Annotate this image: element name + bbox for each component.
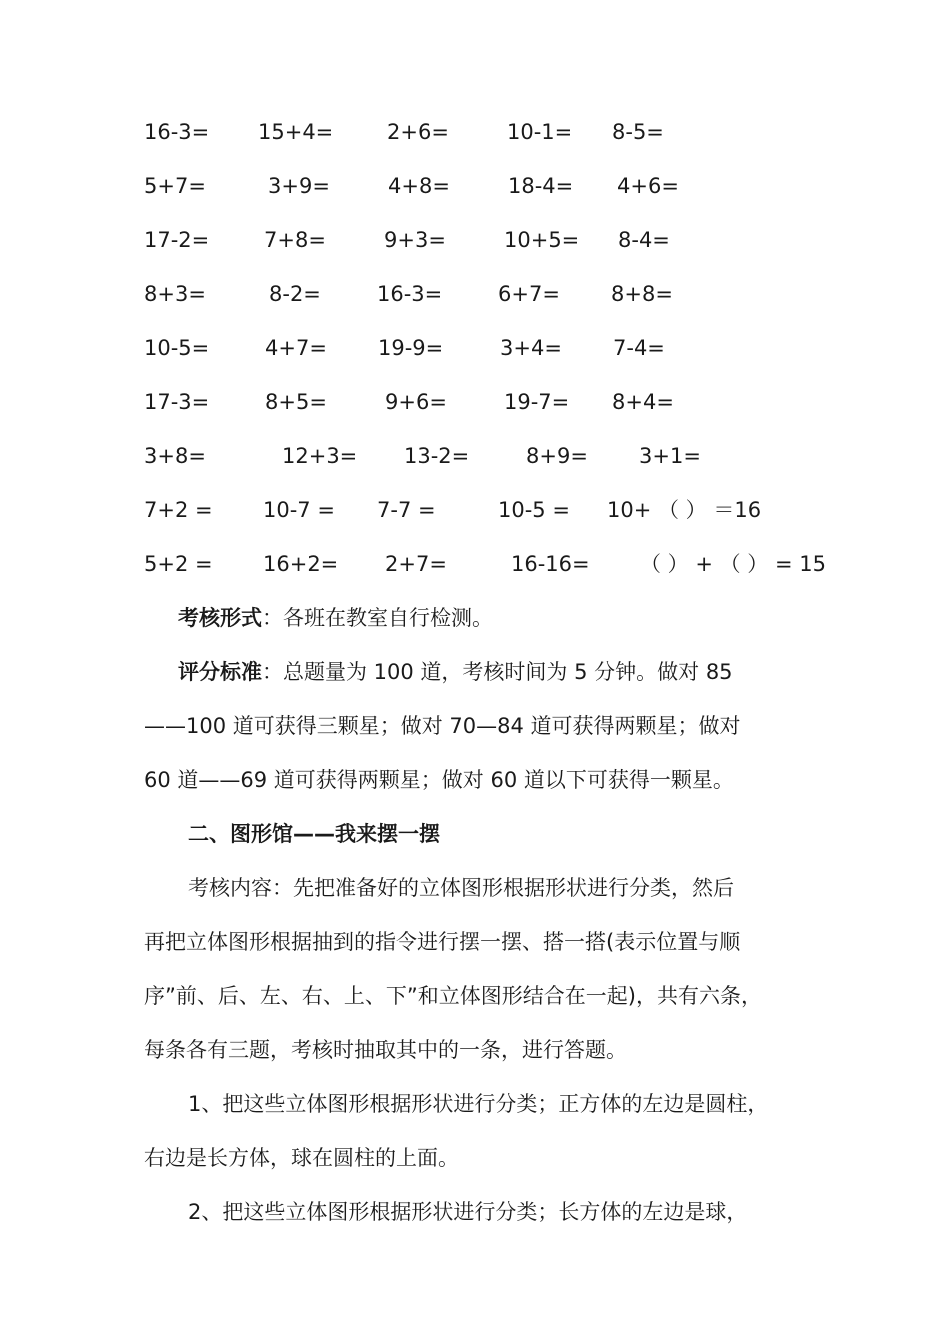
math-problem: 4+7=	[265, 336, 327, 360]
standard-line-3: 60 道——69 道可获得两颗星；做对 60 道以下可获得一颗星。	[144, 768, 734, 792]
format-text: ：各班在教室自行检测。	[262, 606, 493, 630]
math-problem: 9+6=	[385, 390, 447, 414]
math-problem: 9+3=	[384, 228, 446, 252]
math-problem: 10-5=	[144, 336, 210, 360]
math-problem: 16+2=	[263, 552, 339, 576]
content-line: 序”前、后、左、右、上、下”和立体图形结合在一起)，共有六条，	[144, 984, 762, 1008]
math-problem: （ ） + （ ） = 15	[640, 552, 826, 576]
math-problem: 17-2=	[144, 228, 210, 252]
math-problem: 5+7=	[144, 174, 206, 198]
math-problem: 7+2 =	[144, 498, 213, 522]
math-problem: 2+7=	[385, 552, 447, 576]
content-line: 再把立体图形根据抽到的指令进行摆一摆、搭一搭(表示位置与顺	[144, 930, 741, 954]
math-problem: 13-2=	[404, 444, 470, 468]
math-problem: 7+8=	[264, 228, 326, 252]
assessment-format	[178, 603, 493, 633]
standard-line-2: ——100 道可获得三颗星；做对 70—84 道可获得两颗星；做对	[144, 714, 741, 738]
standard-line-1: ：总题量为 100 道，考核时间为 5 分钟。做对 85	[262, 660, 733, 684]
standard-label: 评分标准	[178, 660, 262, 684]
math-problem: 15+4=	[258, 120, 334, 144]
math-problem: 3+8=	[144, 444, 206, 468]
item-1-line: 1、把这些立体图形根据形状进行分类；正方体的左边是圆柱，	[188, 1092, 769, 1116]
math-problem: 8-2=	[269, 282, 321, 306]
math-problem: 19-9=	[378, 336, 444, 360]
math-problem: 16-16=	[511, 552, 590, 576]
math-problem: 4+8=	[388, 174, 450, 198]
math-problem: 2+6=	[387, 120, 449, 144]
math-problem: 8+8=	[611, 282, 673, 306]
math-problem: 10+ （ ） ＝16	[607, 498, 762, 522]
math-problem: 10-7 =	[263, 498, 335, 522]
scoring-standard	[178, 657, 733, 687]
math-problem: 10-1=	[507, 120, 573, 144]
item-1-line: 右边是长方体，球在圆柱的上面。	[144, 1146, 459, 1170]
math-problem: 4+6=	[617, 174, 679, 198]
math-problem: 16-3=	[144, 120, 210, 144]
math-problem: 7-7 =	[377, 498, 436, 522]
math-problem: 8-4=	[618, 228, 670, 252]
math-problem: 7-4=	[613, 336, 665, 360]
section-heading: 二、图形馆——我来摆一摆	[188, 822, 440, 846]
math-problem: 8+3=	[144, 282, 206, 306]
math-problem: 10-5 =	[498, 498, 570, 522]
math-problem: 10+5=	[504, 228, 580, 252]
math-problem: 18-4=	[508, 174, 574, 198]
math-problem: 3+9=	[268, 174, 330, 198]
math-problem: 8+4=	[612, 390, 674, 414]
math-problem: 12+3=	[282, 444, 358, 468]
content-line: 每条各有三题，考核时抽取其中的一条，进行答题。	[144, 1038, 627, 1062]
math-problem: 16-3=	[377, 282, 443, 306]
math-problem: 6+7=	[498, 282, 560, 306]
math-problem: 3+4=	[500, 336, 562, 360]
math-problem: 19-7=	[504, 390, 570, 414]
format-label: 考核形式	[178, 606, 262, 630]
math-problem: 3+1=	[639, 444, 701, 468]
item-2-line: 2、把这些立体图形根据形状进行分类；长方体的左边是球，	[188, 1200, 748, 1224]
content-line: 考核内容：先把准备好的立体图形根据形状进行分类，然后	[188, 876, 734, 900]
math-problem: 8+5=	[265, 390, 327, 414]
math-problem: 17-3=	[144, 390, 210, 414]
math-problem: 8-5=	[612, 120, 664, 144]
math-problem: 8+9=	[526, 444, 588, 468]
math-problem: 5+2 =	[144, 552, 213, 576]
